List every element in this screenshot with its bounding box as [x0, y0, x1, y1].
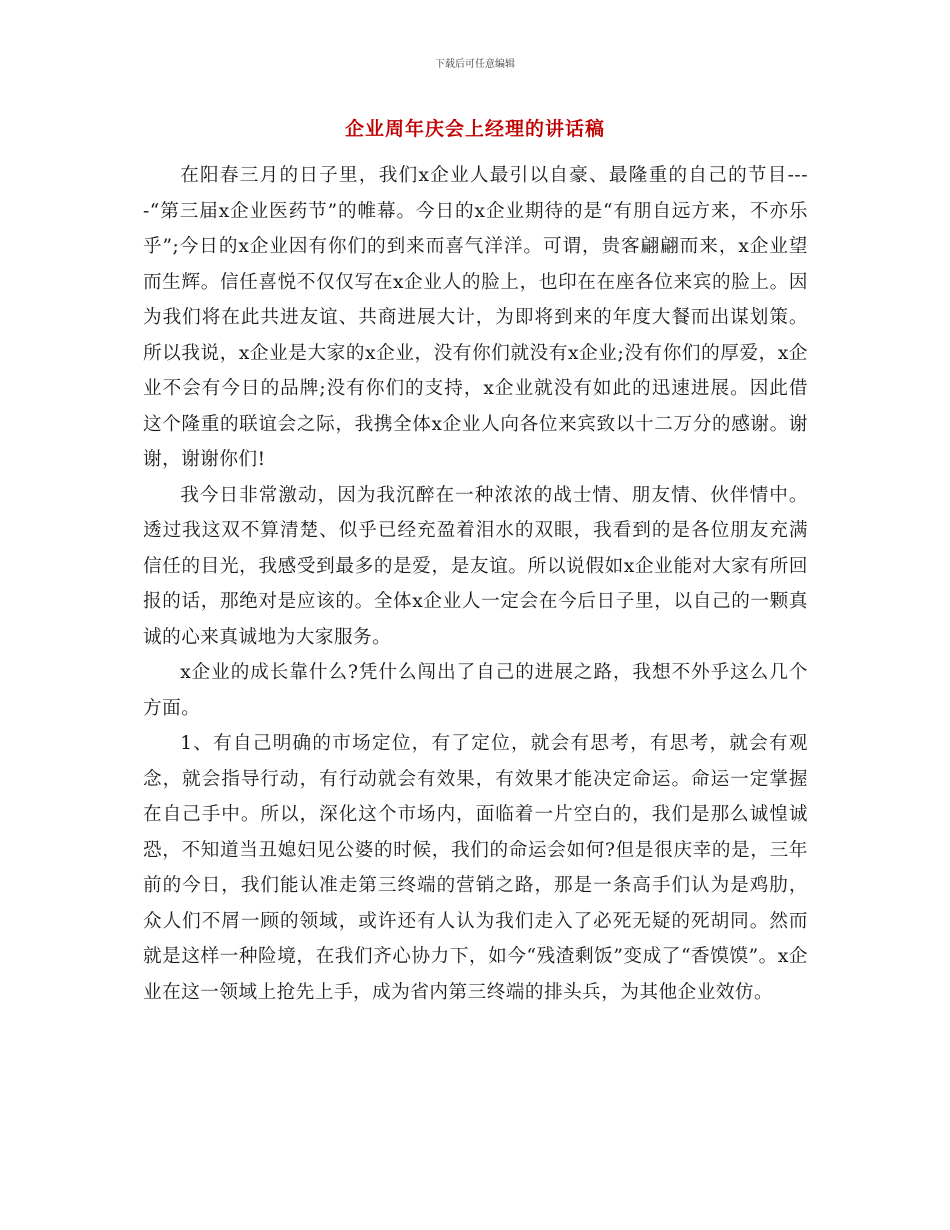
paragraph: 我今日非常激动，因为我沉醉在一种浓浓的战士情、朋友情、伙伴情中。透过我这双不算清楚、似乎已经充盈着泪水的双眼，我看到的是各位朋友充满信任的目光，我感受到最多的是爱，是友谊。所以说假如x企业能对大家有所回报的话，那绝对是应该的。全体x企业人一定会在今后日子里，以自己的一颗真诚的心来真诚地为大家服务。	[143, 484, 808, 648]
paragraph: 在阳春三月的日子里，我们x企业人最引以自豪、最隆重的自己的节目----“第三届x企业医药节”的帷幕。今日的x企业期待的是“有朋自远方来，不亦乐乎”;今日的x企业因有你们的到来而喜气洋洋。可谓，贵客翩翩而来，x企业望而生辉。信任喜悦不仅仅写在x企业人的脸上，也印在在座各位来宾的脸上。因为我们将在此共进友谊、共商进展大计，为即将到来的年度大餐而出谋划策。所以我说，x企业是大家的x企业，没有你们就没有x企业;没有你们的厚爱，x企业不会有今日的品牌;没有你们的支持，x企业就没有如此的迅速进展。因此借这个隆重的联谊会之际，我携全体x企业人向各位来宾致以十二万分的感谢。谢谢，谢谢你们!	[143, 165, 808, 470]
document-body	[143, 158, 808, 1010]
header-note: 下载后可任意编辑	[435, 59, 515, 70]
paragraph: 1、有自己明确的市场定位，有了定位，就会有思考，有思考，就会有观念，就会指导行动，有行动就会有效果，有效果才能决定命运。命运一定掌握在自己手中。所以，深化这个市场内，面临着一片空白的，我们是那么诚惶诚恐，不知道当丑媳妇见公婆的时候，我们的命运会如何?但是很庆幸的是，三年前的今日，我们能认准走第三终端的营销之路，那是一条高手们认为是鸡肋，众人们不屑一顾的领域，或许还有人认为我们走入了必死无疑的死胡同。然而就是这样一种险境，在我们齐心协力下，如今“残渣剩饭”变成了“香馍馍”。x企业在这一领域上抢先上手，成为省内第三终端的排头兵，为其他企业效仿。	[143, 733, 808, 1003]
paragraph: x企业的成长靠什么?凭什么闯出了自己的进展之路，我想不外乎这么几个方面。	[143, 662, 808, 719]
document-title: 企业周年庆会上经理的讲话稿	[344, 118, 605, 140]
